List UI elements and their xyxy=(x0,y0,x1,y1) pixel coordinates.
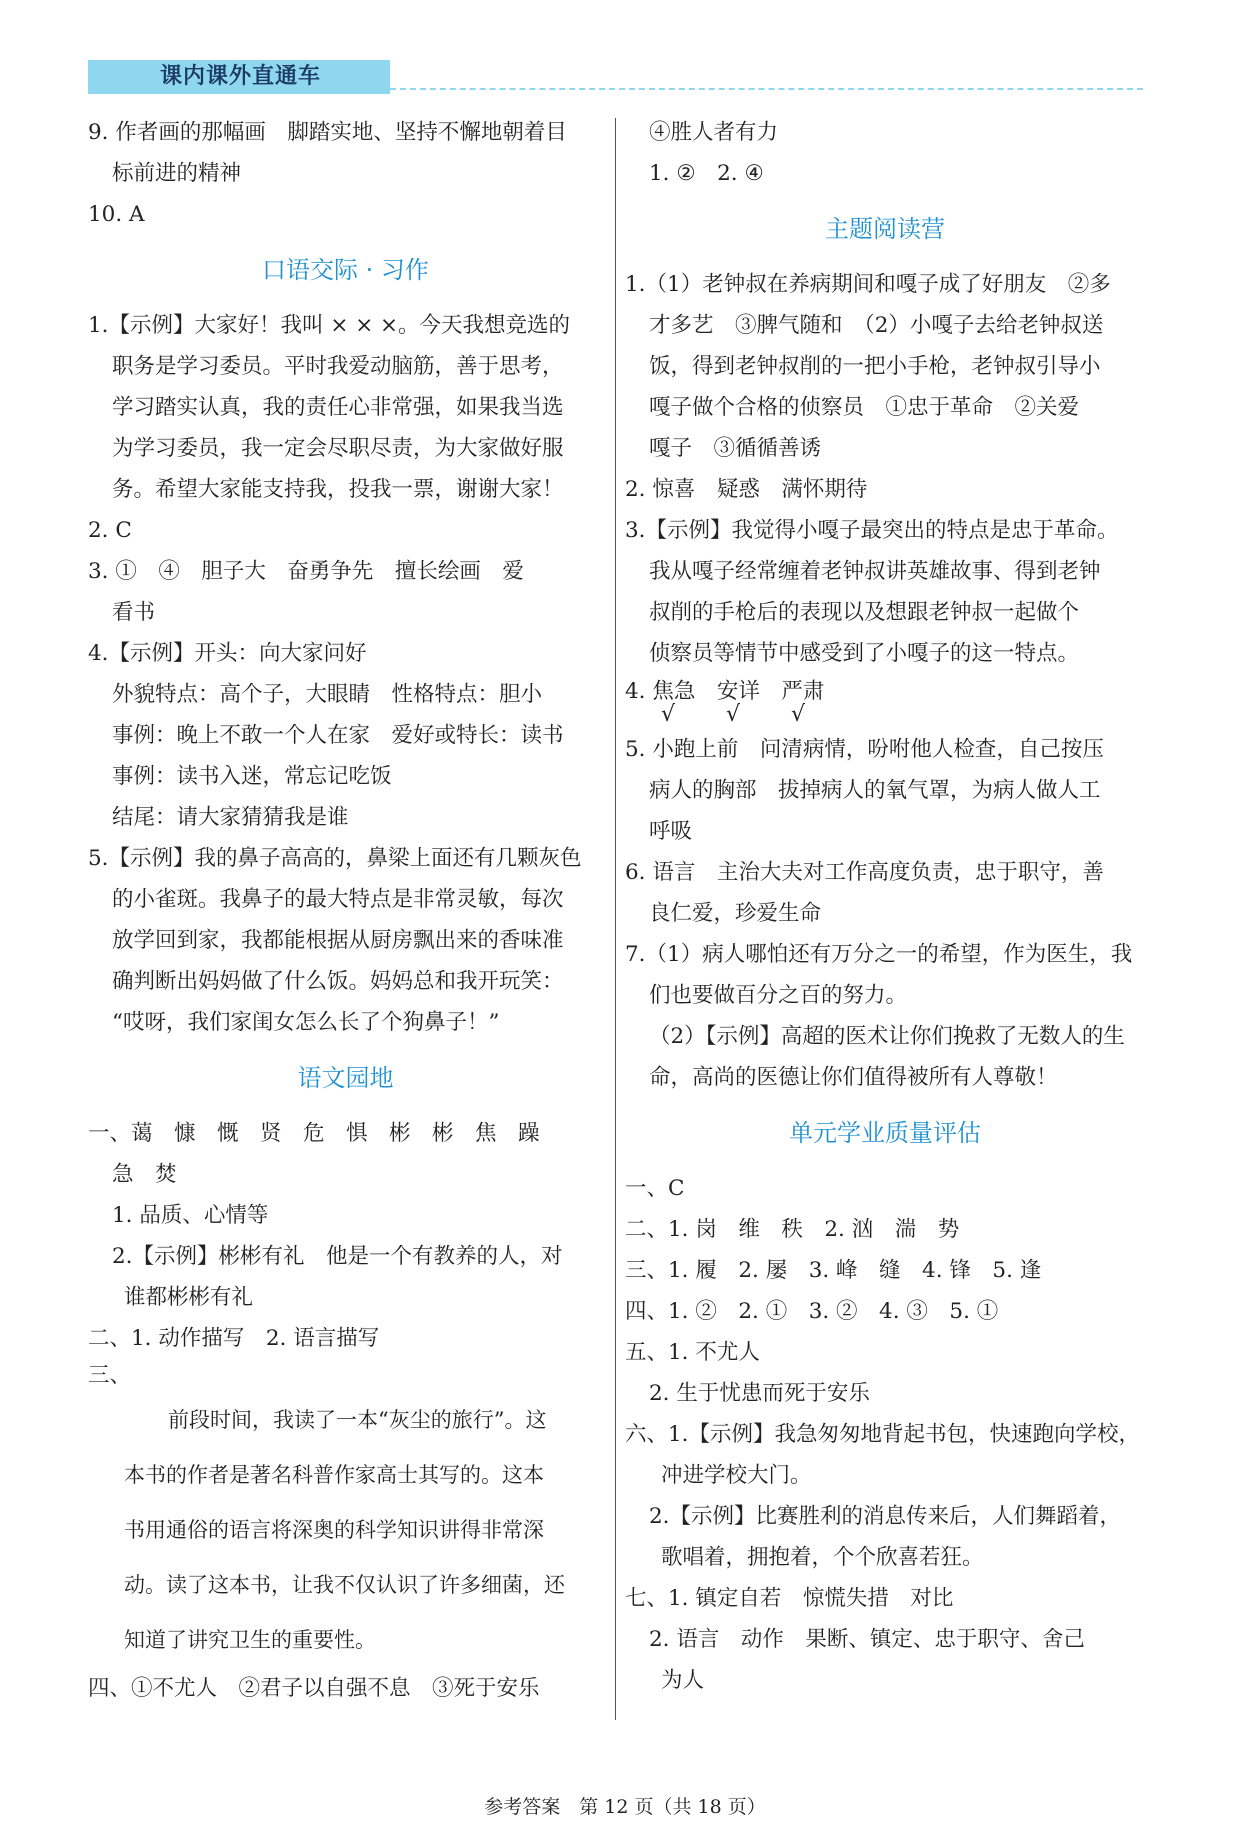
header-dashed-rule xyxy=(390,88,1143,90)
answer-line: 7.（1）病人哪怕还有万分之一的希望，作为医生，我 xyxy=(625,942,1133,967)
answer-line: 事例：读书入迷，常忘记吃饭 xyxy=(112,764,392,789)
answer-line: 结尾：请大家猜猜我是谁 xyxy=(112,805,349,830)
essay-line: 前段时间，我读了一本“灰尘的旅行”。这 xyxy=(168,1408,547,1432)
answer-line: 们也要做百分之百的努力。 xyxy=(649,983,908,1008)
answer-line: 2. C xyxy=(88,518,132,543)
answer-line: 放学回到家，我都能根据从厨房飘出来的香味准 xyxy=(112,928,564,953)
left-column xyxy=(88,112,603,1709)
right-column xyxy=(625,112,1145,1701)
answer-line: 10. A xyxy=(88,202,145,227)
answer-line: 饭，得到老钟叔削的一把小手枪，老钟叔引导小 xyxy=(649,354,1101,379)
answer-line: 看书 xyxy=(112,600,156,625)
answer-line: “哎呀，我们家闺女怎么长了个狗鼻子！” xyxy=(112,1010,500,1035)
answer-line: 病人的胸部 拔掉病人的氧气罩，为病人做人工 xyxy=(649,778,1101,803)
answer-line: 2. 惊喜 疑惑 满怀期待 xyxy=(625,477,868,502)
answer-line: 四、1. ② 2. ① 3. ② 4. ③ 5. ① xyxy=(625,1299,999,1324)
answer-line: 4. 焦急 安详 严肃 xyxy=(625,679,825,704)
answer-line: 2. 语言 动作 果断、镇定、忠于职守、舍己 xyxy=(649,1627,1085,1652)
page-footer: 参考答案 第 12 页（共 18 页） xyxy=(484,1796,766,1818)
section-title-oral: 口语交际 · 习作 xyxy=(262,256,429,284)
answer-line: 急 焚 xyxy=(112,1162,177,1187)
answer-line: ④胜人者有力 xyxy=(649,120,779,145)
answer-line: 四、①不尤人 ②君子以自强不息 ③死于安乐 xyxy=(88,1676,540,1701)
answer-line: 为人 xyxy=(661,1668,705,1693)
answer-line: 5. 小跑上前 问清病情，吩咐他人检查，自己按压 xyxy=(625,737,1104,762)
answer-line: 二、1. 动作描写 2. 语言描写 xyxy=(88,1326,380,1351)
answer-line: 呼吸 xyxy=(649,819,693,844)
answer-line: 的小雀斑。我鼻子的最大特点是非常灵敏，每次 xyxy=(112,887,564,912)
answer-line: 叔削的手枪后的表现以及想跟老钟叔一起做个 xyxy=(649,600,1080,625)
section-title-garden: 语文园地 xyxy=(297,1064,394,1092)
answer-line: 命，高尚的医德让你们值得被所有人尊敬！ xyxy=(649,1065,1058,1090)
answer-line: 学习踏实认真，我的责任心非常强，如果我当选 xyxy=(112,395,564,420)
answer-line: 3. ① ④ 胆子大 奋勇争先 擅长绘画 爱 xyxy=(88,559,524,584)
answer-line: 五、1. 不尤人 xyxy=(625,1340,760,1365)
answer-line: 才多艺 ③脾气随和 （2）小嘎子去给老钟叔送 xyxy=(649,313,1104,338)
answer-line: 三、1. 履 2. 屡 3. 峰 缝 4. 锋 5. 逢 xyxy=(625,1258,1042,1283)
answer-line: 1.（1）老钟叔在养病期间和嘎子成了好朋友 ②多 xyxy=(625,272,1111,297)
answer-line: 3.【示例】我觉得小嘎子最突出的特点是忠于革命。 xyxy=(625,518,1119,543)
answer-line: 冲进学校大门。 xyxy=(661,1463,812,1488)
answer-line: 嘎子做个合格的侦察员 ①忠于革命 ②关爱 xyxy=(649,395,1080,420)
answer-line: 一、蔼 慷 慨 贤 危 惧 彬 彬 焦 躁 xyxy=(88,1121,540,1146)
answer-line: 事例：晚上不敢一个人在家 爱好或特长：读书 xyxy=(112,723,564,748)
answer-line: 为学习委员，我一定会尽职尽责，为大家做好服 xyxy=(112,436,564,461)
answer-line: 二、1. 岗 维 秩 2. 汹 湍 势 xyxy=(625,1217,960,1242)
answer-line: 1. ② 2. ④ xyxy=(649,161,764,186)
essay-line: 知道了讲究卫生的重要性。 xyxy=(124,1628,376,1652)
answer-line: 三、 xyxy=(88,1363,132,1388)
answer-line: 2.【示例】彬彬有礼 他是一个有教养的人，对 xyxy=(112,1244,563,1269)
answer-line: 2.【示例】比赛胜利的消息传来后，人们舞蹈着， xyxy=(649,1504,1122,1529)
answer-line: 一、C xyxy=(625,1176,685,1201)
essay-line: 书用通俗的语言将深奥的科学知识讲得非常深 xyxy=(124,1518,544,1542)
checkmark-row: √ √ √ xyxy=(661,702,806,727)
essay-line: 本书的作者是著名科普作家高士其写的。这本 xyxy=(124,1463,544,1487)
answer-line: 4.【示例】开头：向大家问好 xyxy=(88,641,367,666)
answer-line: 1.【示例】大家好！我叫 × × ×。今天我想竞选的 xyxy=(88,313,571,338)
answer-line: 七、1. 镇定自若 惊慌失措 对比 xyxy=(625,1586,954,1611)
answer-line: 我从嘎子经常缠着老钟叔讲英雄故事、得到老钟 xyxy=(649,559,1101,584)
answer-line: 嘎子 ③循循善诱 xyxy=(649,436,822,461)
answer-line: 职务是学习委员。平时我爱动脑筋，善于思考， xyxy=(112,354,564,379)
answer-line: 良仁爱，珍爱生命 xyxy=(649,901,822,926)
header-banner xyxy=(88,60,390,94)
answer-line: 6. 语言 主治大夫对工作高度负责，忠于职守，善 xyxy=(625,860,1104,885)
section-title-reading: 主题阅读营 xyxy=(825,215,945,243)
answer-line: 确判断出妈妈做了什么饭。妈妈总和我开玩笑： xyxy=(112,969,564,994)
answer-line: （2）【示例】高超的医术让你们挽救了无数人的生 xyxy=(649,1024,1125,1049)
answer-line: 谁都彬彬有礼 xyxy=(124,1285,254,1310)
answer-line: 5.【示例】我的鼻子高高的，鼻梁上面还有几颗灰色 xyxy=(88,846,582,871)
essay-line: 动。读了这本书，让我不仅认识了许多细菌，还 xyxy=(124,1573,565,1597)
column-divider xyxy=(615,118,616,1720)
answer-line: 标前进的精神 xyxy=(112,161,242,186)
answer-line: 六、1.【示例】我急匆匆地背起书包，快速跑向学校， xyxy=(625,1422,1141,1447)
answer-line: 2. 生于忧患而死于安乐 xyxy=(649,1381,870,1406)
answer-line: 1. 品质、心情等 xyxy=(112,1203,269,1228)
answer-line: 外貌特点：高个子，大眼睛 性格特点：胆小 xyxy=(112,682,543,707)
header-title: 课内课外直通车 xyxy=(160,64,322,89)
answer-line: 侦察员等情节中感受到了小嘎子的这一特点。 xyxy=(649,641,1080,666)
section-title-quality: 单元学业质量评估 xyxy=(789,1119,981,1147)
answer-line: 9. 作者画的那幅画 脚踏实地、坚持不懈地朝着目 xyxy=(88,120,567,145)
answer-line: 歌唱着，拥抱着，个个欣喜若狂。 xyxy=(661,1545,984,1570)
answer-line: 务。希望大家能支持我，投我一票，谢谢大家！ xyxy=(112,477,564,502)
